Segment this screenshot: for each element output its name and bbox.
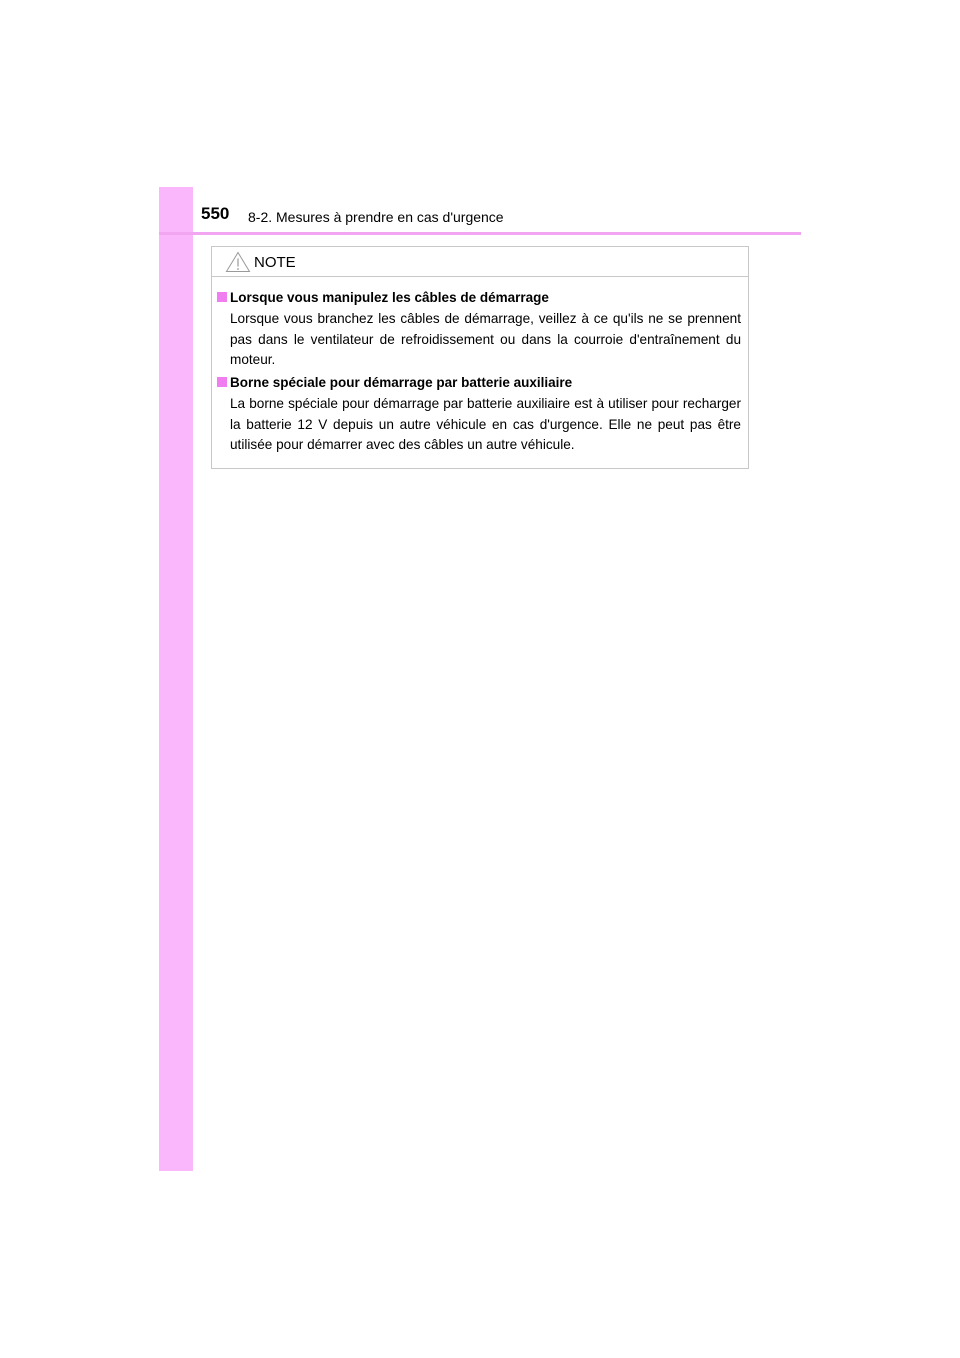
header-rule: [159, 232, 801, 235]
square-bullet-icon: [217, 292, 227, 302]
side-tab-band: [159, 187, 193, 1171]
warning-triangle-icon: [225, 251, 251, 273]
note-label: NOTE: [254, 254, 296, 271]
section-title: 8-2. Mesures à prendre en cas d'urgence: [248, 209, 504, 225]
note-item-body: La borne spéciale pour démarrage par batterie auxiliaire est à utiliser pour recharger la batterie 12 V depuis un autre véhicule en cas d'urgence. Elle ne peut pas être utilisée pour démarrer avec des câbles un autre véhicule.: [230, 396, 741, 452]
square-bullet-icon: [217, 377, 227, 387]
note-item: [217, 373, 741, 456]
note-header: [212, 247, 748, 277]
note-item-heading: Lorsque vous manipulez les câbles de démarrage: [217, 288, 741, 308]
note-item: [217, 288, 741, 371]
note-box: [211, 246, 749, 469]
note-item-heading: Borne spéciale pour démarrage par batterie auxiliaire: [217, 373, 741, 393]
page-number: 550: [201, 204, 230, 223]
note-item-body: Lorsque vous branchez les câbles de démarrage, veillez à ce qu'ils ne se prennent pas dans le ventilateur de refroidissement ou dans la courroie d'entraînement du moteur.: [230, 311, 741, 367]
